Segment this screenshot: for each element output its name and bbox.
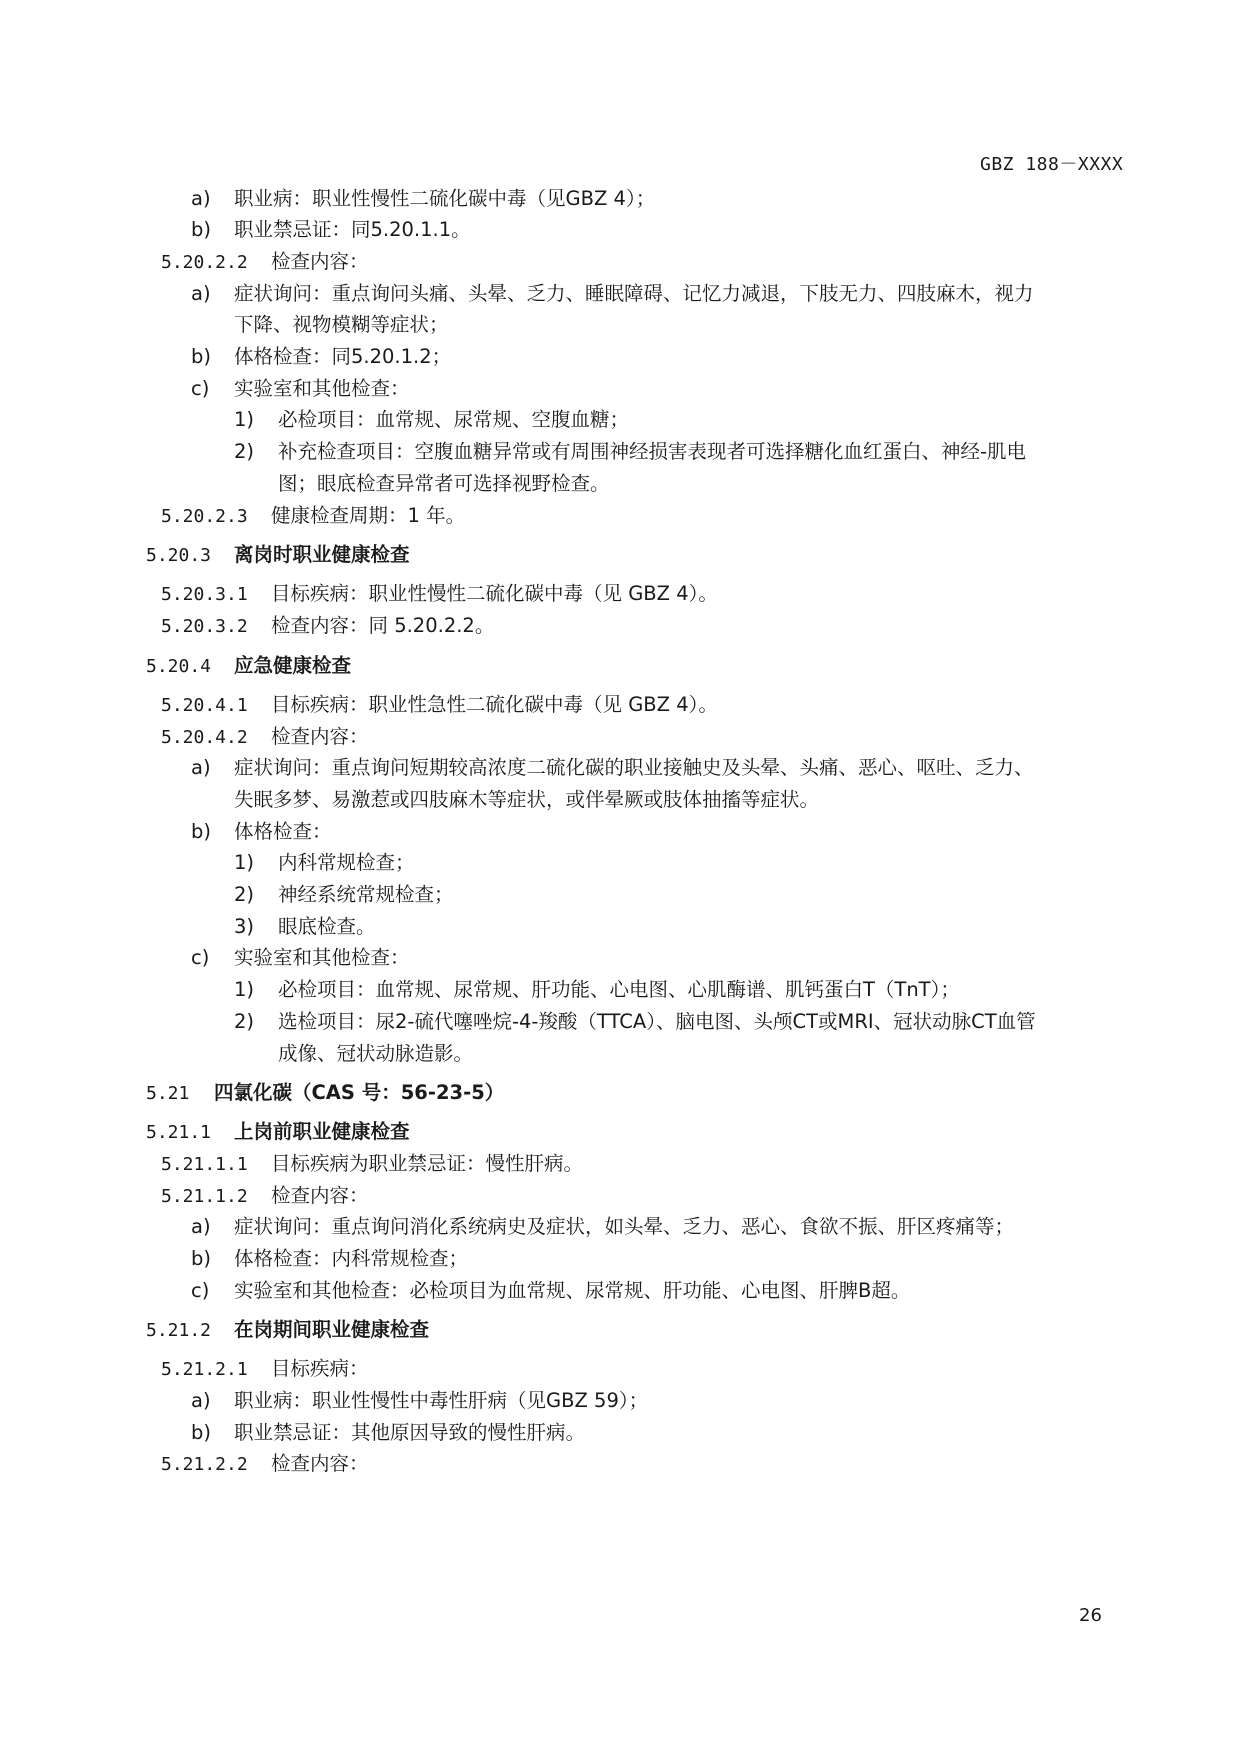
list-item [191,756,1034,780]
clause-line [161,1152,583,1177]
clause-line [161,1184,369,1209]
clause-number: 5.21 [146,1083,190,1104]
list-marker: b) [191,1421,211,1444]
line-text: 职业禁忌证：其他原因导致的慢性肝病。 [234,1421,586,1444]
list-marker: a) [191,756,211,779]
list-marker: c) [191,377,210,400]
line-text: 职业禁忌证：同5.20.1.1。 [234,218,471,241]
line-text: 选检项目：尿2-硫代噻唑烷-4-羧酸（TTCA）、脑电图、头颅CT或MRI、冠状动脉CT血管 [278,1010,1036,1033]
section-heading [146,1318,429,1343]
list-marker: c) [191,946,210,969]
clause-line [161,250,369,275]
heading-text: 在岗期间职业健康检查 [234,1318,430,1341]
list-item [191,345,451,369]
line-text: 补充检查项目：空腹血糖异常或有周围神经损害表现者可选择糖化血红蛋白、神经-肌电 [278,440,1027,463]
line-text: 体格检查：同5.20.1.2； [234,345,452,368]
list-item [191,1279,910,1303]
section-heading [146,1081,504,1106]
line-text: 健康检查周期：1 年。 [271,504,466,527]
line-text: 目标疾病：职业性慢性二硫化碳中毒（见 GBZ 4）。 [271,582,718,605]
list-marker: a) [191,187,211,210]
clause-number: 5.21.1.2 [161,1186,248,1207]
line-text: 下降、视物模糊等症状； [234,313,449,336]
line-text: 目标疾病为职业禁忌证：慢性肝病。 [271,1152,584,1175]
clause-number: 5.20.3.1 [161,584,248,605]
list-item [191,1247,468,1271]
line-text: 实验室和其他检查： [234,946,410,969]
list-item [191,187,655,211]
list-item [234,313,449,337]
line-text: 必检项目：血常规、尿常规、空腹血糖； [278,408,630,431]
heading-text: 上岗前职业健康检查 [234,1120,410,1143]
list-item [278,472,610,496]
list-marker: 3) [234,915,255,938]
clause-number: 5.20.2.3 [161,506,248,527]
clause-line [161,504,465,529]
heading-text: 四氯化碳（CAS 号：56-23-5） [214,1081,505,1104]
line-text: 眼底检查。 [278,915,376,938]
line-text: 神经系统常规检查； [278,883,454,906]
clause-line [161,614,494,639]
list-item [234,408,629,432]
list-marker: 1) [234,851,255,874]
line-text: 检查内容： [271,1184,369,1207]
list-item [234,851,415,875]
line-text: 图；眼底检查异常者可选择视野检查。 [278,472,610,495]
line-text: 必检项目：血常规、尿常规、肝功能、心电图、心肌酶谱、肌钙蛋白T（TnT）； [278,978,960,1001]
heading-text: 应急健康检查 [234,654,352,677]
clause-number: 5.20.4 [146,656,212,677]
clause-number: 5.21.1.1 [161,1154,248,1175]
list-marker: 2) [234,883,255,906]
line-text: 职业病：职业性慢性二硫化碳中毒（见GBZ 4）； [234,187,656,210]
list-item [234,915,376,939]
list-marker: a) [191,282,211,305]
list-marker: b) [191,1247,211,1270]
list-marker: b) [191,820,211,843]
line-text: 目标疾病：职业性急性二硫化碳中毒（见 GBZ 4）。 [271,693,718,716]
clause-number: 5.21.2.2 [161,1454,248,1475]
list-item [191,1215,1014,1239]
list-marker: 2) [234,440,255,463]
line-text: 职业病：职业性慢性中毒性肝病（见GBZ 59）； [234,1389,649,1412]
line-text: 检查内容：同 5.20.2.2。 [271,614,495,637]
clause-line [161,693,718,718]
list-item [278,1042,473,1066]
standard-code: GBZ 188－XXXX [980,154,1124,175]
line-text: 症状询问：重点询问消化系统病史及症状，如头晕、乏力、恶心、食欲不振、肝区疼痛等； [234,1215,1015,1238]
clause-number: 5.20.4.2 [161,727,248,748]
list-item [234,883,454,907]
clause-number: 5.21.2.1 [161,1359,248,1380]
line-text: 体格检查：内科常规检查； [234,1247,469,1270]
line-text: 症状询问：重点询问头痛、头晕、乏力、睡眠障碍、记忆力减退，下肢无力、四肢麻木，视力 [234,282,1034,305]
line-text: 实验室和其他检查： [234,377,410,400]
list-item [191,218,471,242]
clause-number: 5.20.3 [146,545,212,566]
line-text: 实验室和其他检查：必检项目为血常规、尿常规、肝功能、心电图、肝脾B超。 [234,1279,911,1302]
clause-number: 5.21.2 [146,1320,212,1341]
line-text: 成像、冠状动脉造影。 [278,1042,474,1065]
list-item [191,377,410,401]
list-marker: b) [191,218,211,241]
clause-number: 5.20.3.2 [161,616,248,637]
list-item [191,1421,585,1445]
line-text: 目标疾病： [271,1357,369,1380]
clause-line [161,1452,369,1477]
clause-line [161,1357,369,1382]
heading-text: 离岗时职业健康检查 [234,543,410,566]
list-item [191,282,1034,306]
list-item [191,1389,648,1413]
list-item [191,946,410,970]
line-text: 检查内容： [271,1452,369,1475]
list-marker: 2) [234,1010,255,1033]
page-number: 26 [1079,1605,1102,1626]
list-marker: b) [191,345,211,368]
section-heading [146,1120,410,1145]
line-text: 内科常规检查； [278,851,415,874]
clause-line [161,725,369,750]
list-item [234,1010,1036,1034]
list-marker: 1) [234,408,255,431]
line-text: 体格检查： [234,820,332,843]
clause-number: 5.20.2.2 [161,252,248,273]
line-text: 失眠多梦、易激惹或四肢麻木等症状，或伴晕厥或肢体抽搐等症状。 [234,788,820,811]
clause-line [161,582,718,607]
line-text: 检查内容： [271,250,369,273]
clause-number: 5.20.4.1 [161,695,248,716]
list-item [234,788,819,812]
line-text: 症状询问：重点询问短期较高浓度二硫化碳的职业接触史及头晕、头痛、恶心、呕吐、乏力、 [234,756,1034,779]
section-heading [146,654,351,679]
list-marker: a) [191,1215,211,1238]
list-item [234,440,1026,464]
list-marker: c) [191,1279,210,1302]
section-heading [146,543,410,568]
line-text: 检查内容： [271,725,369,748]
list-marker: 1) [234,978,255,1001]
list-item [191,820,332,844]
list-marker: a) [191,1389,211,1412]
clause-number: 5.21.1 [146,1122,212,1143]
list-item [234,978,960,1002]
